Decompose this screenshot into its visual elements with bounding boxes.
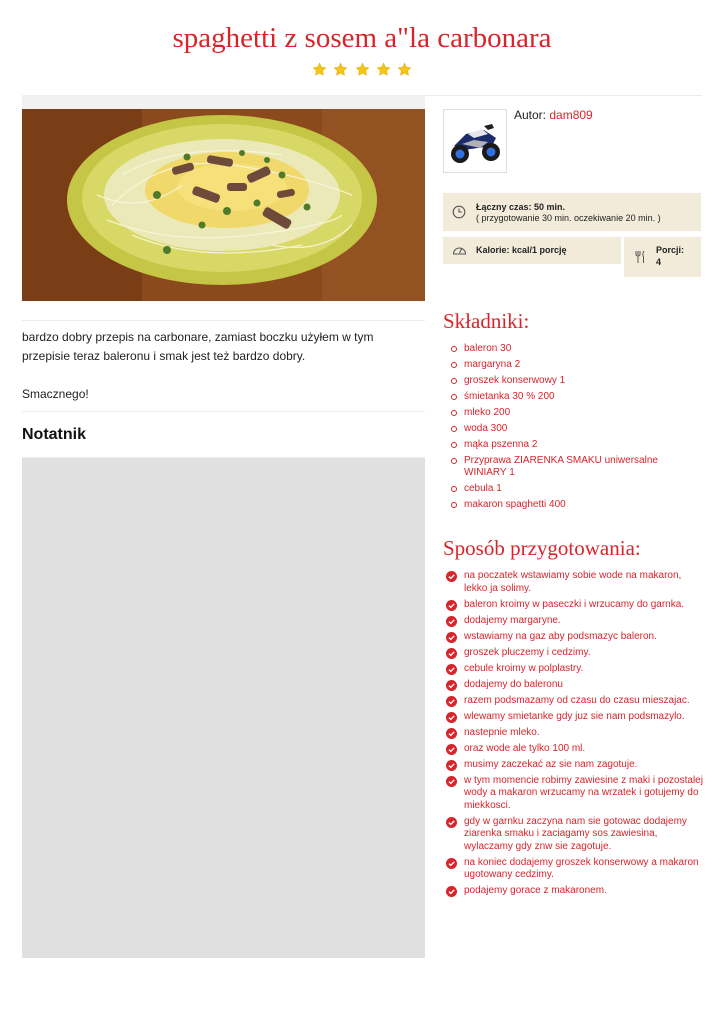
author-link[interactable]: dam809	[549, 108, 593, 122]
star-icon[interactable]	[376, 62, 391, 77]
step-text: nastepnie mleko.	[464, 726, 540, 738]
method-steps	[446, 570, 703, 901]
ingredient-item	[448, 499, 703, 511]
check-circle-icon	[446, 600, 457, 611]
step-text: w tym momencie robimy zawiesine z maki i pozostalej wody a makaron wrzucamy na wrzatek i gotujemy do miekkosci.	[464, 774, 703, 811]
check-circle-icon	[446, 712, 457, 723]
bullet-circle-icon	[451, 442, 457, 448]
ingredient-text: baleron 30	[464, 343, 512, 354]
ingredients-list	[448, 343, 703, 515]
method-step	[446, 695, 703, 708]
calories-text: Kalorie: kcal/1 porcję	[476, 245, 567, 255]
check-circle-icon	[446, 886, 457, 897]
ingredient-text: groszek konserwowy 1	[464, 375, 566, 386]
step-text: groszek pluczemy i cedzimy.	[464, 646, 591, 658]
check-circle-icon	[446, 632, 457, 643]
bullet-circle-icon	[451, 394, 457, 400]
step-text: baleron kroimy w paseczki i wrzucamy do garnka.	[464, 598, 685, 610]
step-text: wstawiamy na gaz aby podsmazyc baleron.	[464, 630, 657, 642]
check-circle-icon	[446, 728, 457, 739]
ingredient-item	[448, 455, 703, 479]
method-step	[446, 759, 703, 772]
check-circle-icon	[446, 696, 457, 707]
bullet-circle-icon	[451, 378, 457, 384]
bullet-circle-icon	[451, 362, 457, 368]
method-step	[446, 743, 703, 756]
gauge-icon	[452, 243, 467, 257]
ingredients-heading: Składniki:	[443, 309, 530, 333]
method-step	[446, 885, 703, 898]
step-text: cebule kroimy w polplastry.	[464, 662, 584, 674]
ingredient-item	[448, 359, 703, 371]
ingredient-item	[448, 343, 703, 355]
check-circle-icon	[446, 776, 457, 787]
method-step	[446, 711, 703, 724]
method-step	[446, 727, 703, 740]
portions-label: Porcji:	[656, 245, 685, 255]
star-icon[interactable]	[397, 62, 412, 77]
step-text: na koniec dodajemy groszek konserwowy a makaron ugotowany cedzimy.	[464, 856, 699, 880]
author-label: Autor:	[514, 108, 547, 122]
method-step	[446, 775, 703, 813]
recipe-photo	[22, 95, 425, 301]
method-step	[446, 647, 703, 660]
check-circle-icon	[446, 744, 457, 755]
author-line	[514, 108, 593, 122]
ingredient-text: woda 300	[464, 423, 508, 434]
method-step	[446, 857, 703, 882]
method-heading: Sposób przygotowania:	[443, 536, 641, 560]
check-circle-icon	[446, 680, 457, 691]
portions-value: 4	[656, 257, 662, 267]
ingredient-text: makaron spaghetti 400	[464, 499, 566, 510]
ingredient-text: cebula 1	[464, 483, 502, 494]
bullet-circle-icon	[451, 346, 457, 352]
star-icon[interactable]	[355, 62, 370, 77]
ingredient-item	[448, 375, 703, 387]
step-text: podajemy gorace z makaronem.	[464, 885, 607, 896]
ingredient-item	[448, 483, 703, 495]
bullet-circle-icon	[451, 426, 457, 432]
check-circle-icon	[446, 858, 457, 869]
description-paragraph: Smacznego!	[22, 387, 89, 401]
star-icon[interactable]	[333, 62, 348, 77]
step-text: gdy w garnku zaczyna nam sie gotowac dodajemy ziarenka smaku i zaciagamy sos zawiesina, wylaczamy gdy znw sie zagotuje.	[464, 815, 687, 852]
step-text: razem podsmazamy od czasu do czasu mieszajac.	[464, 694, 690, 706]
total-time: Łączny czas: 50 min.	[476, 202, 566, 212]
ingredient-item	[448, 439, 703, 451]
ingredient-text: Przyprawa ZIARENKA SMAKU uniwersalne WINIARY 1	[464, 455, 658, 478]
method-step	[446, 631, 703, 644]
notebook-section	[22, 411, 425, 458]
time-detail: ( przygotowanie 30 min. oczekiwanie 20 min. )	[476, 213, 661, 223]
ingredient-item	[448, 391, 703, 403]
check-circle-icon	[446, 760, 457, 771]
check-circle-icon	[446, 664, 457, 675]
check-circle-icon	[446, 648, 457, 659]
calories-box	[443, 237, 621, 264]
rating-stars[interactable]	[0, 62, 724, 82]
step-text: dodajemy do baleronu	[464, 678, 563, 690]
author-avatar[interactable]	[443, 109, 507, 173]
star-icon[interactable]	[312, 62, 327, 77]
step-text: na poczatek wstawiamy sobie wode na makaron, lekko ja solimy.	[464, 570, 682, 594]
ingredient-text: mleko 200	[464, 407, 511, 418]
bullet-circle-icon	[451, 410, 457, 416]
portions-text	[656, 244, 684, 268]
step-text: oraz wode ale tylko 100 ml.	[464, 742, 586, 754]
method-step	[446, 570, 703, 595]
portions-box	[624, 237, 701, 277]
ingredient-item	[448, 423, 703, 435]
bullet-circle-icon	[451, 502, 457, 508]
step-text: musimy zaczekać az sie nam zagotuje.	[464, 758, 638, 770]
notebook-title: Notatnik	[22, 426, 86, 443]
recipe-title: spaghetti z sosem a"la carbonara	[172, 22, 552, 54]
time-info-box	[443, 193, 701, 231]
bullet-circle-icon	[451, 486, 457, 492]
method-step	[446, 615, 703, 628]
ingredient-text: mąka pszenna 2	[464, 439, 538, 450]
description-paragraph: bardzo dobry przepis na carbonare, zamiast boczku użyłem w tym przepisie teraz baleronu i smak jest też bardzo dobry.	[22, 330, 374, 363]
recipe-description	[22, 320, 425, 412]
step-text: dodajemy margaryne.	[464, 614, 561, 626]
bullet-circle-icon	[451, 458, 457, 464]
method-step	[446, 599, 703, 612]
ingredient-text: śmietanka 30 % 200	[464, 391, 555, 402]
check-circle-icon	[446, 817, 457, 828]
step-text: wlewamy smietanke gdy juz sie nam podsmazylo.	[464, 710, 685, 722]
clock-icon	[452, 205, 466, 219]
method-step	[446, 816, 703, 854]
ingredient-item	[448, 407, 703, 419]
check-circle-icon	[446, 571, 457, 582]
check-circle-icon	[446, 616, 457, 627]
notebook-area[interactable]	[22, 458, 425, 958]
ingredient-text: margaryna 2	[464, 359, 521, 370]
method-step	[446, 663, 703, 676]
fork-knife-icon	[634, 250, 646, 264]
method-step	[446, 679, 703, 692]
